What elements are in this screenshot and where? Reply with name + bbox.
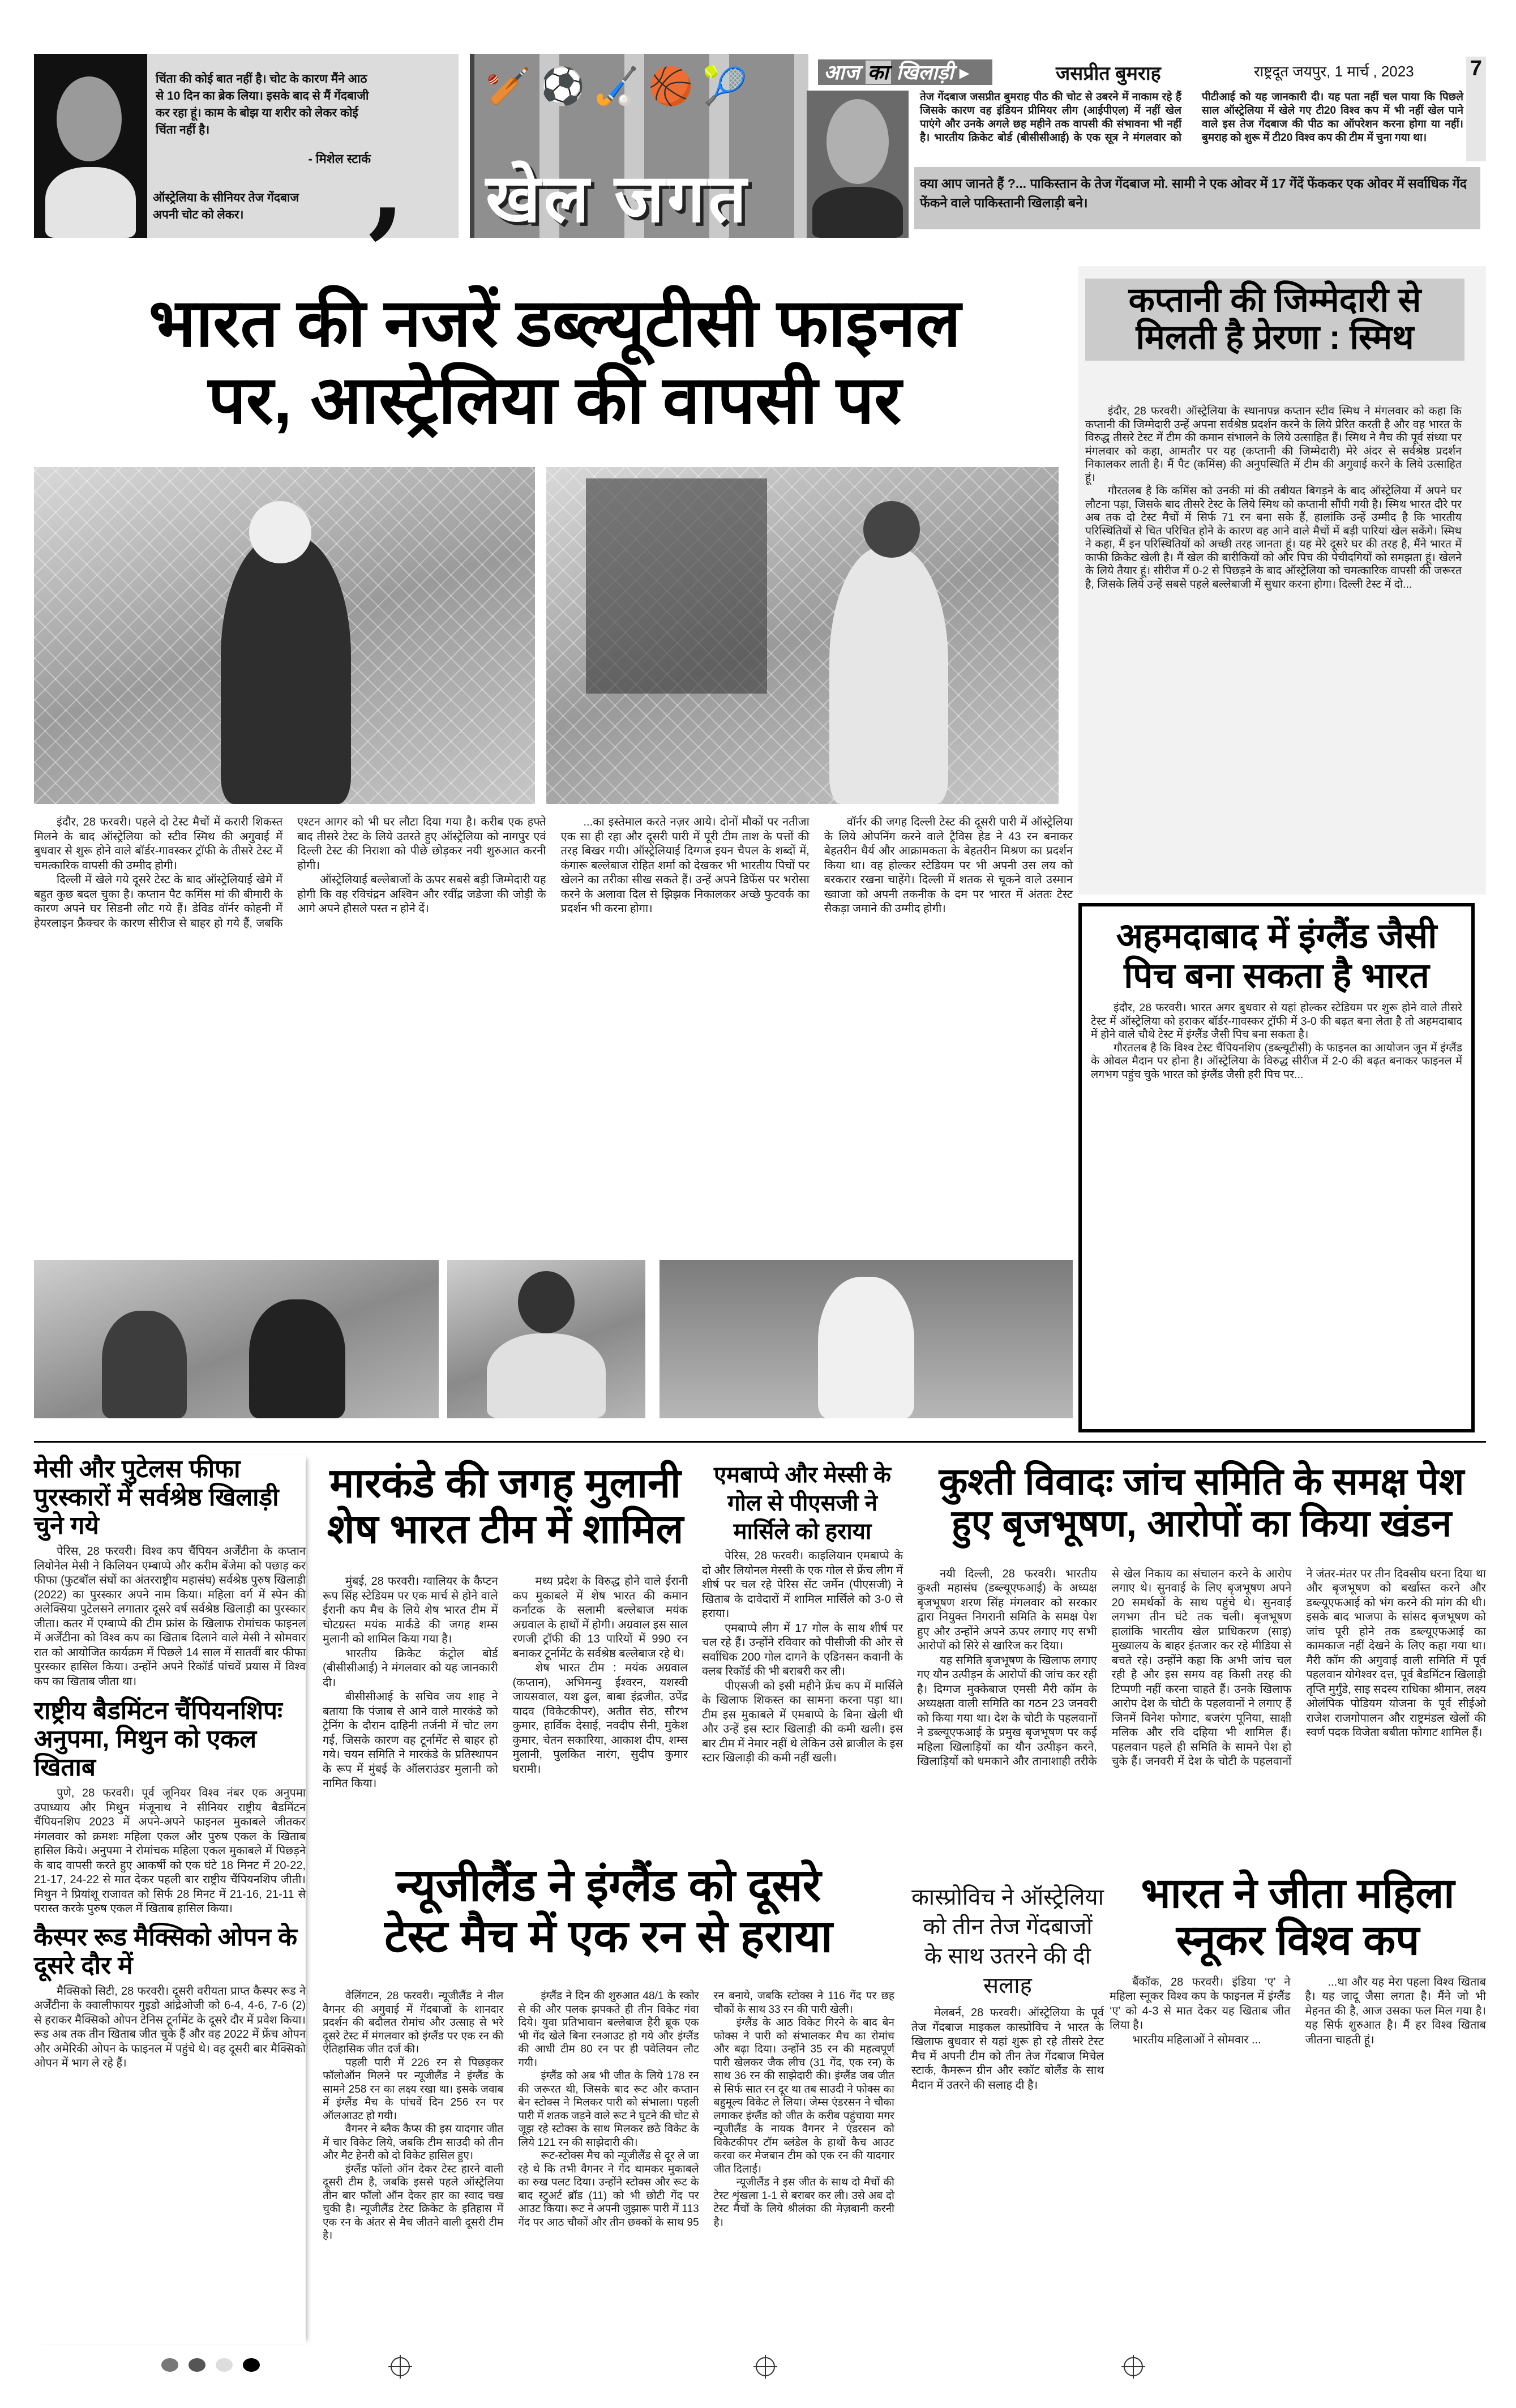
paragraph: वेलिंगटन, 28 फरवरी। न्यूजीलैंड ने नील वैगनर की अगुवाई में गेंदबाजों के शानदार प्रदर्शन की बदौलत रोमांच और उत्साह से भरे दूसरे टेस्ट में मंगलवार को इंग्लैंड पर एक रन की ऐतिहासिक जीत दर्ज की। (323, 1990, 504, 2056)
color-registration-dots (161, 2358, 270, 2375)
paragraph: भारतीय महिलाओं ने सोमवार ... (1132, 2033, 1261, 2046)
masthead (34, 54, 1486, 250)
paragraph: ...का इस्तेमाल करते नज़र आये। दोनों मौकों पर नतीजा एक सा ही रहा और दूसरी पारी में पूरी टीम ताश के पत्तों की तरह बिखर गयी। ऑस्ट्रेलियाई दिग्गज इयन चैपल के शब्दों में, कंगारू बल्लेबाज रोहित शर्मा को देखकर भी भारतीय पिचों पर खेलने का तरीका सीख सकते हैं। उन्हें अपने डिफेंस पर भरोसा करने के अलावा दिल से झिझक निकालकर अच्छे फुटवर्क का प्रदर्शन भी करना होगा। (560, 816, 810, 915)
nz-story-body (323, 1990, 894, 2307)
quote-author: - मिशेल स्टार्क (308, 152, 371, 166)
paragraph: रूट-स्टोक्स मैच को न्यूजीलैंड से दूर ले जा रहे थे कि तभी वैगनर ने गेंद थामकर मुकाबले का रुख पलट दिया। उन्होंने स्टोक्स और रूट के बाद स्टुअर्ट ब्रॉड (11) को भी छोटी गेंद पर आउट किया। रूट ने अपनी जुझारू पारी में 113 गेंद पर आठ चौकों और तीन छक्कों के साथ 95 रन बनाये, जबकि स्टोक्स ने 116 गेंद पर छह चौकों के साथ 33 रन की पारी खेली। (518, 1990, 894, 2229)
paragraph: ...था और यह मेरा पहला विश्व खिताब है। यह जादू जैसा लगता है। मैंने जो भी मेहनत की है, आज उसका फल मिल गया है। यह सिर्फ शुरुआत है। मैं हर विश्व खिताब जीतना चाहती हूं। (1305, 1975, 1486, 2046)
quote-text: चिंता की कोई बात नहीं है। चोट के कारण मैंने आठ से 10 दिन का ब्रेक लिया। इसके बाद से मैं गेंदबाजी कर रहा हूं। काम के बोझ या शरीर को लेकर कोई चिंता नहीं है। (156, 72, 369, 136)
ahmedabad-story-body (1082, 996, 1471, 1087)
sports-icons: 🏏⚽🏑🏀🎾 (486, 66, 757, 106)
paragraph: इंग्लैंड ने दिन की शुरुआत 48/1 के स्कोर से की और पलक झपकते ही तीन विकेट गंवा दिये। युवा प्रतिभावान बल्लेबाज हैरी ब्रूक एक भी गेंद खेले बिना रनआउट हो गये और इंग्लैंड की आधी टीम 80 रन पर ही पवेलियन लौट गयी। (518, 1990, 699, 2069)
markande-story (323, 1461, 688, 1840)
player-photo-starc (34, 54, 147, 238)
paragraph: न्यूजीलैंड ने इस जीत के साथ दो मैचों की टेस्ट शृंखला 1-1 से बराबर कर ली। उसे अब दो टेस्ट मैचों के लिये श्रीलंका की मेज़बानी करनी है। (713, 2176, 894, 2229)
smith-headline: कप्तानी की जिम्मेदारी से मिलती है प्रेरणा : स्मिथ (1085, 279, 1464, 361)
section-logo (470, 54, 808, 238)
markande-headline-line-2: शेष भारत टीम में शामिल (327, 1506, 684, 1552)
paragraph: पेरिस, 28 फरवरी। विश्व कप चैंपियन अर्जेंटीना के कप्तान लियोनेल मेसी ने किलियन एम्बाप्पे और करीम बेंजेमा को पछाड़ कर फीफा (फुटबॉल संघों का अंतरराष्ट्रीय महासंघ) सर्वश्रेष्ठ पुरुष खिलाड़ी (2022) का पुरस्कार अपने नाम किया। महिला वर्ग में स्पेन की अलेक्सिया पुटेलसने लगातार दूसरे वर्ष सर्वश्रेष्ठ खिलाड़ी का पुरस्कार जीता। कतर में एम्बाप्पे की टीम फ्रांस के खिलाफ रोमांचक फाइनल में अर्जेंटीना को विश्व कप का खिताब दिलाने वाले मेसी ने सोमवार रात को आयोजित कार्यक्रम में पिछले 14 साल में सातवीं बार फीफा पुरस्कार हासिल किया। उन्होंने अपने रिकॉर्ड पांचवें प्रयास में विश्व कप का खिताब जीता था। (34, 1545, 306, 1688)
main-headline-line-2: पर, आस्ट्रेलिया की वापसी पर (208, 363, 902, 438)
main-story-body (34, 815, 1073, 1248)
section-divider (34, 1441, 1486, 1443)
paragraph: दिल्ली में खेले गये दूसरे टेस्ट के बाद ऑस्ट्रेलियाई खेमे में बहुत कुछ बदल चुका है। कप्तान पैट कमिंस मां की बीमारी के कारण अपने घर सिडनी लौट गये हैं। डेविड वॉर्नर कोहनी में हेयरलाइन फ्रैक्चर के कारण सीरीज से बाहर हो गये हैं, जबकि एश्टन आगर को भी घर लौटा दिया गया है। करीब एक हफ्ते बाद तीसरे टेस्ट के लिये उतरते हुए ऑस्ट्रेलिया को नागपुर एवं दिल्ली टेस्ट की निराशा को पीछे छोड़कर नयी शुरुआत करनी होगी। (34, 816, 546, 930)
paragraph: इंदौर, 28 फरवरी। ऑस्ट्रेलिया के स्थानापन्न कप्तान स्टीव स्मिथ ने मंगलवार को कहा कि कप्तानी की जिम्मेदारी उन्हें अपना सर्वश्रेष्ठ प्रदर्शन करने के लिये प्रेरित करती है और वह भारत के विरुद्ध तीसरे टेस्ट में टीम की कमान संभालने के लिये उत्साहित हैं। स्मिथ ने मैच की पूर्व संध्या पर मंगलवार को कहा, आमतौर पर यह (कप्तानी की जिम्मेदारी) मेरे अंदर से सर्वश्रेष्ठ प्रदर्शन निकालकर लाती है। मैं पैट (कमिंस) की अनुपस्थिति में टीम की अगुवाई करने के लिये उत्साहित हूं। (1085, 405, 1462, 484)
photo-bowler (659, 1260, 1073, 1418)
smith-story-body (1085, 405, 1462, 591)
quote-box (34, 54, 459, 250)
paragraph: गौरतलब है कि कमिंस को उनकी मां की तबीयत बिगड़ने के बाद ऑस्ट्रेलिया में अपने घर लौटना पड़ा, जिसके बाद तीसरे टेस्ट के लिये स्मिथ को कप्तानी सौंपी गयी है। स्मिथ भारत दौरे पर अब तक दो टेस्ट मैचों में सिर्फ 71 रन बना सके हैं, हालांकि उन्हें उम्मीद है कि भारतीय परिस्थितियों से चित परिचित होने के कारण वह आने वाले मैचों में बड़ी पारियां खेल सकेंगे। स्मिथ ने कहा, मैं इन परिस्थितियों को अच्छी तरह जानता हूं। यह मेरे दूसरे घर की तरह है, मैंने भारत में काफी क्रिकेट खेली है। मैं खेल की बारीकियों को और पिच की पेचीदगियों को समझता हूं। खेलने के लिये तैयार हूं। सीरीज में 0-2 से पिछड़ने के बाद ऑस्ट्रेलिया को चमत्कारिक वापसी की जरूरत है, जिसके लिये उन्हें सबसे पहले बल्लेबाजी में सुधार करना होगा। दिल्ली टेस्ट में दो... (1085, 485, 1462, 591)
color-dot (243, 2358, 260, 2372)
quote-caption: ऑस्ट्रेलिया के सीनियर तेज गेंदबाज अपनी चोट को लेकर। (153, 191, 299, 221)
paragraph: एमबाप्पे लीग में 17 गोल के साथ शीर्ष पर चल रहे हैं। उन्होंने रविवार को पीसीजी की ओर से सर्वाधिक 200 गोल दागने के एडिनसन कवानी के क्लब रिकॉर्ड की भी बराबरी कर ली। (702, 1622, 903, 1678)
snooker-story (1110, 1860, 1486, 2341)
player-of-day-label (818, 59, 992, 85)
kasprowicz-story (911, 1860, 1104, 2341)
color-dot (161, 2358, 178, 2372)
photo-team-practice (34, 1260, 439, 1418)
color-dot (216, 2358, 233, 2372)
nz-headline-line-1: न्यूजीलैंड ने इंग्लैंड को दूसरे (396, 1860, 821, 1910)
messi-headline: मेसी और पुटेलस फीफा पुरस्कारों में सर्वश्रेष्ठ खिलाड़ी चुने गये (34, 1455, 279, 1539)
registration-mark-icon (1124, 2357, 1143, 2376)
mbappe-story (702, 1461, 903, 1840)
paragraph: वॉर्नर की जगह दिल्ली टेस्ट की दूसरी पारी में ऑस्ट्रेलिया के लिये ओपनिंग करने वाले ट्रैविस हेड ने 43 रन बनाकर बेहतरीन धैर्य और आक्रामकता के बेहतरीन मिश्रण का प्रदर्शन किया था। वह होल्कर स्टेडियम पर भी अपनी उस लय को बरकरार रखना चाहेंगे। दिल्ली में शतक से चूकने वाले उस्मान ख्वाजा को अपनी तकनीक के दम पर भारत में अंततः टेस्ट सैकड़ा जमाने की उम्मीद होगी। (824, 816, 1073, 915)
paragraph: वैगनर ने ब्लैक कैप्स की इस यादगार जीत में चार विकेट लिये, जबकि टीम साउदी को तीन और मैट हेनरी को दो विकेट हासिल हुए। (323, 2123, 504, 2162)
player-of-day-text: तेज गेंदबाज जसप्रीत बुमराह पीठ की चोट से उबरने में नाकाम रहे हैं जिसके कारण वह इंडियन प्रीमियर लीग (आईपीएल) में नहीं खेल पाएंगे और उनके अगले छह महीने तक वापसी की संभावना भी नहीं है। भारतीय क्रिकेट बोर्ड (बीसीसीआई) के एक सूत्र ने मंगलवार को पीटीआई को यह जानकारी दी। यह पता नहीं चल पाया कि पिछले साल ऑस्ट्रेलिया में खेले गए टी20 विश्व कप में भी नहीं खेल पाने वाले इस तेज गेंदबाज की पीठ का ऑपरेशन करना होगा या नहीं। बुमराह को शुरू में टी20 विश्व कप की टीम में चुना गया था। (920, 91, 1463, 144)
wrestling-story (917, 1461, 1486, 1840)
paragraph: इंदौर, 28 फरवरी। पहले दो टेस्ट मैचों में करारी शिकस्त मिलने के बाद ऑस्ट्रेलिया को स्टीव स्मिथ की अगुवाई में बुधवार से शुरू होने वाले बॉर्डर-गावस्कर ट्रॉफी के तीसरे टेस्ट में चमत्कारिक वापसी की उम्मीद होगी। (34, 816, 283, 872)
paragraph: बैंकॉक, 28 फरवरी। इंडिया ‘ए’ ने महिला स्नूकर विश्व कप के फाइनल में इंग्लैंड ‘ए’ को 4-3 से मात देकर यह खिताब जीत लिया है। (1110, 1975, 1291, 2032)
arrow-right-icon: ▸ (959, 61, 970, 84)
snooker-headline-line-1: भारत ने जीता महिला (1141, 1870, 1455, 1917)
markande-story-body (323, 1575, 688, 1829)
paragraph: भारतीय क्रिकेट कंट्रोल बोर्ड (बीसीसीआई) ने मंगलवार को यह जानकारी दी। (323, 1647, 498, 1689)
photo-batsman-nets-1 (34, 467, 535, 804)
player-photo-bumrah (807, 91, 909, 238)
nz-story (323, 1860, 894, 2341)
photo-player-portrait (447, 1260, 645, 1418)
paragraph: यह समिति बृजभूषण के खिलाफ लगाए गए यौन उत्पीड़न के आरोपों की जांच कर रही है। दिग्गज मुक्केबाज एमसी मैरी कॉम के अध्यक्षता वाली समिति का गठन 23 जनवरी को किया गया था। देश के चोटी के पहलवानों ने डब्ल्यूएफआई के प्रमुख बृजभूषण पर कई महिला खिलाड़ियों का यौन उत्पीड़न करने, खिलाड़ियों को धमकाने और तानाशाही तरीके से खेल निकाय का संचालन करने के आरोप लगाए थे। सुनवाई के लिए बृजभूषण अपने 20 समर्थकों के साथ पहुंचे थे। सुनवाई लगभग तीन घंटे तक चली। बृजभूषण हालांकि भारतीय खेल प्राधिकरण (साइ) मुख्यालय के बाहर इंतजार कर रहे मीडिया से बचते रहे। उन्होंने कहा कि अभी जांच चल रही है और इस समय वह किसी तरह की टिप्पणी नहीं करना चाहते हैं। उनके खिलाफ आरोप देश के चोटी के पहलवानों ने लगाए हैं जिनमें विनेश फोगाट, बजरंग पूनिया, साक्षी मलिक और रवि दहिया भी शामिल हैं। पहलवान पहले ही समिति के सामने पेश हो चुके हैं। जनवरी में देश के चोटी के पहलवानों ने जंतर-मंतर पर तीन दिवसीय धरना दिया था और बृजभूषण को बर्खास्त करने और डब्ल्यूएफआई को भंग करने की मांग की थी। इसके बाद भाजपा के सांसद बृजभूषण को जांच पूरी होने तक डब्ल्यूएफआई का कामकाज नहीं देखने के लिए कहा गया था। मैरी कॉम की अगुवाई वाली समिति में पूर्व पहलवान योगेश्वर दत्त, पूर्व बैडमिंटन खिलाड़ी तृप्ति मुर्गुंडे, साइ सदस्य राधिका श्रीमान, लक्ष्य ओलंपिक पोडियम योजना के पूर्व सीईओ राजेश राजगोपालन और राष्ट्रमंडल खेलों की स्वर्ण पदक विजेता बबीता फोगाट शामिल हैं। (917, 1567, 1486, 1768)
paragraph: मैक्सिको सिटी, 28 फरवरी। दूसरी वरीयता प्राप्त कैस्पर रूड ने अर्जेंटीना के क्वालीफायर गुइडो आंद्रेओजी को 6-4, 4-6, 7-6 (2) से हराकर मैक्सिको ओपन टेनिस टूर्नामेंट के दूसरे दौर में प्रवेश किया। रूड अब तक तीन खिताब जीत चुके हैं और वह 2022 में फ्रेंच ओपन और अमेरिकी ओपन के फाइनल में पहुंचे थे। वह दूसरी बार मैक्सिको ओपन में भाग ले रहे हैं। (34, 1984, 306, 2069)
paragraph: मध्य प्रदेश के विरुद्ध होने वाले ईरानी कप मुकाबले में शेष भारत की कमान कर्नाटक के सलामी बल्लेबाज मयंक अग्रवाल के हाथों में होगी। अग्रवाल इस साल रणजी ट्रॉफी की 13 पारियों में 990 रन बनाकर टूर्नामेंट के सर्वश्रेष्ठ बल्लेबाज रहे थे। (512, 1575, 688, 1660)
paragraph: इंग्लैंड फॉलो ऑन देकर टेस्ट हारने वाली दूसरी टीम है, जबकि इससे पहले ऑस्ट्रेलिया तीन बार फॉलो ऑन देकर हार का स्वाद चख चुकी है। न्यूजीलैंड टेस्ट क्रिकेट के इतिहास में एक रन के अंतर से मैच जीतने वाली दूसरी टीम है। (323, 2163, 504, 2242)
kasprowicz-story-body (911, 2006, 1104, 2093)
label-part: का (866, 61, 891, 84)
wrestling-headline-line-1: कुश्ती विवादः जांच समिति के समक्ष पेश (939, 1460, 1464, 1502)
label-part: आज (824, 61, 860, 84)
messi-story-body (34, 1545, 306, 1689)
registration-mark-icon (756, 2357, 775, 2376)
mbappe-headline: एमबाप्पे और मेस्सी के गोल से पीएसजी ने मार्सिले को हराया (714, 1462, 891, 1544)
paragraph: इंग्लैंड के आठ विकेट गिरने के बाद बेन फोक्स ने पारी को संभालकर मैच का रोमांच और बढ़ा दिया। उन्होंने 35 रन की महत्वपूर्ण पारी खेलकर जैक लीच (31 गेंद, एक रन) के साथ 36 रन की साझेदारी की। इंग्लैंड जब जीत से सिर्फ सात रन दूर था तब साउदी ने फोक्स का बहुमूल्य विकेट ले लिया। जेम्स एंडरसन ने चौका लगाकर इंग्लैंड को जीत के करीब पहुंचाया मगर न्यूजीलैंड के नायक वैगनर ने एंडरसन को विकेटकीपर टॉम ब्लंडेल के हाथों कैच आउट करवा कर मेजबान टीम को एक रन की यादगार जीत दिलाई। (713, 2017, 894, 2175)
paragraph: मेलबर्न, 28 फरवरी। ऑस्ट्रेलिया के पूर्व तेज गेंदबाज माइकल कास्प्रोविच ने भारत के खिलाफ बुधवार से यहां शुरू हो रहे तीसरे टेस्ट मैच में अपनी टीम को तीन तेज गेंदबाज मिचेल स्टार्क, कैमरून ग्रीन और स्कॉट बोलैंड के साथ मैदान में उतरने की सलाह दी है। (911, 2007, 1104, 2092)
kasprowicz-headline: कास्प्रोविच ने ऑस्ट्रेलिया को तीन तेज गेंदबाजों के साथ उतरने की दी सलाह (911, 1885, 1104, 1998)
dateline: राष्ट्रदूत जयपुर, 1 मार्च , 2023 (1254, 63, 1414, 80)
left-briefs-column (34, 1455, 306, 2344)
ahmedabad-headline: अहमदाबाद में इंग्लैंड जैसी पिच बना सकता है भारत (1116, 917, 1437, 995)
ahmedabad-story (1078, 903, 1475, 1432)
logo-text: खेल जगत (486, 161, 750, 236)
wrestling-headline-line-2: हुए बृजभूषण, आरोपों का किया खंडन (951, 1502, 1452, 1544)
paragraph: इंग्लैंड को अब भी जीत के लिये 178 रन की जरूरत थी, जिसके बाद रूट और कप्तान बेन स्टोक्स ने मिलकर पारी को संभाला। पहली पारी में शतक जड़ने वाले रूट ने घुटने की चोट से जूझ रहे स्टोक्स के साथ मिलकर छठे विकेट के लिये 121 रन की साझेदारी की। (518, 2070, 699, 2149)
mbappe-story-body (702, 1549, 903, 1766)
paragraph: शेष भारत टीम : मयंक अग्रवाल (कप्तान), अभिमन्यु ईश्वरन, यशस्वी जायसवाल, यश ढुल, बाबा इंद्रजीत, उपेंद्र यादव (विकेटकीपर), अतीत सेठ, सौरभ कुमार, हार्विक देसाई, नवदीप सैनी, मुकेश कुमार, चेतन सकारिया, आकाश दीप, शम्स मुलानी, पुलकित नारंग, सुदीप कुमार घरामी। (512, 1662, 688, 1776)
paragraph: मुंबई, 28 फरवरी। ग्वालियर के कैप्टन रूप सिंह स्टेडियम पर एक मार्च से होने वाले ईरानी कप मैच के लिये शेष भारत टीम में चोटग्रस्त मयंक मार्कंडे की जगह शम्स मुलानी को शामिल किया गया है। (323, 1575, 498, 1646)
paragraph: पेरिस, 28 फरवरी। काइलियान एमबाप्पे के दो और लियोनल मेस्सी के एक गोल से फ्रेंच लीग में शीर्ष पर चल रहे पेरिस सेंट जर्मेन (पीएसजी) ने खिताब के दावेदारों में शामिल मार्सिले को 3-0 से हराया। (702, 1550, 903, 1620)
paragraph: ऑस्ट्रेलियाई बल्लेबाजों के ऊपर सबसे बड़ी जिम्मेदारी यह होगी कि वह रविचंद्रन अश्विन और रवींद्र जडेजा की जोड़ी के आगे अपने हौसले पस्त न होने दें। (297, 874, 546, 915)
player-of-day (807, 54, 1486, 238)
main-headline-line-1: भारत की नजरें डब्ल्यूटीसी फाइनल (148, 286, 961, 361)
markande-headline-line-1: मारकंडे की जगह मुलानी (329, 1461, 681, 1506)
paragraph: गौरतलब है कि विश्व टेस्ट चैंपियनशिप (डब्ल्यूटीसी) के फाइनल का आयोजन जून में इंग्लैंड के ओवल मैदान पर होना है। ऑस्ट्रेलिया के विरुद्ध सीरीज में 2-0 की बढ़त बनाकर फाइनल में लगभग पहुंच चुके भारत को इंग्लैंड जैसी हरी पिच पर... (1091, 1041, 1462, 1081)
page-number: 7 (1466, 57, 1486, 161)
color-dot (189, 2358, 205, 2372)
ruud-headline: कैस्पर रूड मैक्सिको ओपन के दूसरे दौर में (34, 1923, 298, 1979)
paragraph: पीएसजी को इसी महीने फ्रेंच कप में मार्सिले के खिलाफ शिकस्त का सामना करना पड़ा था। टीम इस मुकाबले में एमबाप्पे के बिना खेली थी और उन्हें इस स्टार खिलाड़ी की कमी खली। इस बार टीम में नेमार नहीं थे लेकिन उसे ब्राजील के इस स्टार खिलाड़ी की कमी नहीं खली। (702, 1679, 903, 1764)
did-you-know: क्या आप जानते हैं ?... पाकिस्तान के तेज गेंदबाज मो. सामी ने एक ओवर में 17 गेंदें फेंककर एक ओवर में सर्वाधिक गेंद फेंकने वाले पाकिस्तानी खिलाड़ी बने। (914, 167, 1480, 229)
badminton-story-body (34, 1786, 306, 1917)
quote-mark-icon: , (368, 123, 406, 250)
paragraph: इंदौर, 28 फरवरी। भारत अगर बुधवार से यहां होल्कर स्टेडियम पर शुरू होने वाले तीसरे टेस्ट में ऑस्ट्रेलिया को हराकर बॉर्डर-गावस्कर ट्रॉफी में 3-0 की बढ़त बना लेता है तो अहमदाबाद में होने वाले चौथे टेस्ट में इंग्लैंड जैसी पिच बना सकता है। (1091, 1002, 1462, 1041)
paragraph: पुणे, 28 फरवरी। पूर्व जूनियर विश्व नंबर एक अनुपमा उपाध्याय और मिथुन मंजूनाथ ने सीनियर राष्ट्रीय बैडमिंटन चैंपियनशिप 2023 में अपने-अपने फाइनल मुकाबले जीतकर मंगलवार को क्रमशः महिला एकल और पुरुष एकल के खिताब हासिल किये। अनुपमा ने रोमांचक महिला एकल मुकाबले में पिछड़ने के बाद वापसी करते हुए आकर्षी को एक घंटे 18 मिनट में 20-22, 21-17, 24-22 से मात देकर पहली बार राष्ट्रीय चैंपियनशिप जीती। मिथुन ने प्रियांशू राजावत को सिर्फ 28 मिनट में 21-16, 21-11 से परास्त करके पुरुष एकल में खिताब हासिल किया। (34, 1787, 306, 1915)
snooker-story-body (1110, 1975, 1486, 2292)
paragraph: बीसीसीआई के सचिव जय शाह ने बताया कि पंजाब से आने वाले मारकंडे को ट्रेनिंग के दौरान दाहिनी तर्जनी में चोट लग गई, जिसके कारण वह टूर्नामेंट से बाहर हो गये। चयन समिति ने मारकंडे के प्रतिस्थापन के रूप में मुंबई के ऑलराउंडर मुलानी को नामित किया। (323, 1691, 498, 1790)
snooker-headline-line-2: स्नूकर विश्व कप (1176, 1916, 1420, 1964)
photo-batsman-nets-2 (546, 467, 1059, 804)
main-story (34, 286, 1076, 438)
label-part: खिलाड़ी (896, 61, 954, 84)
smith-story (1078, 266, 1486, 895)
ruud-story-body (34, 1984, 306, 2071)
paragraph: नयी दिल्ली, 28 फरवरी। भारतीय कुश्ती महासंघ (डब्ल्यूएफआई) के अध्यक्ष बृजभूषण शरण सिंह मंगलवार को सरकार द्वारा नियुक्त निगरानी समिति के समक्ष पेश हुए और उन्होंने अपने ऊपर लगाए गए सभी आरोपों को सिरे से खारिज कर दिया। (917, 1567, 1097, 1653)
registration-mark-icon (391, 2357, 410, 2376)
nz-headline-line-2: टेस्ट मैच में एक रन से हराया (384, 1910, 833, 1961)
badminton-headline: राष्ट्रीय बैडमिंटन चैंपियनशिपः अनुपमा, मिथुन को एकल खिताब (34, 1697, 282, 1781)
paragraph: पहली पारी में 226 रन से पिछड़कर फॉलोऑन मिलने पर न्यूजीलैंड ने इंग्लैंड के सामने 258 रन का लक्ष्य रखा था। इसके जवाब में इंग्लैंड मैच के पांचवें दिन 256 रन पर ऑलआउट हो गयी। (323, 2056, 504, 2122)
wrestling-story-body (917, 1567, 1486, 1822)
player-name: जसप्रीत बुमराह (1056, 63, 1161, 84)
